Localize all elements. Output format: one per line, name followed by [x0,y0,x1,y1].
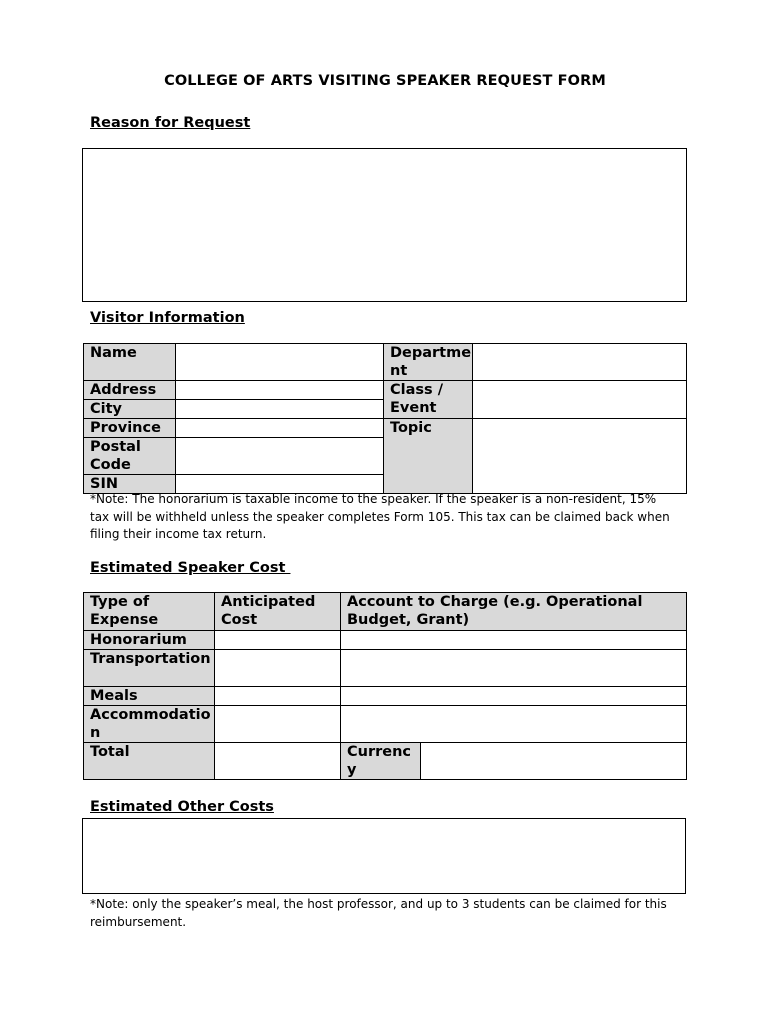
accommodation-cost-field[interactable] [215,706,341,743]
honorarium-tax-note: *Note: The honorarium is taxable income to the speaker. If the speaker is a non-resident, 15% tax will be withheld unless the speaker completes Form 105. This tax can be claimed back when filing their income tax return. [90,492,670,541]
other-costs-textarea[interactable] [82,818,686,894]
city-field[interactable] [176,400,384,419]
speaker-cost-heading: Estimated Speaker Cost [90,560,291,576]
department-field[interactable] [473,344,687,381]
form-title: COLLEGE OF ARTS VISITING SPEAKER REQUEST FORM [164,73,606,89]
reimbursement-note: *Note: only the speaker’s meal, the host professor, and up to 3 students can be claimed for this reimbursement. [90,897,667,929]
province-field[interactable] [176,419,384,438]
header-type-of-expense: Type of Expense [84,593,215,631]
total-cost-field[interactable] [215,743,341,780]
honorarium-label: Honorarium [84,631,215,650]
speaker-cost-table [83,592,687,780]
topic-field[interactable] [473,419,687,494]
postal-code-field[interactable] [176,438,384,475]
meals-label: Meals [84,687,215,706]
meals-account-field[interactable] [341,687,687,706]
header-account-to-charge: Account to Charge (e.g. Operational Budget, Grant) [341,593,687,631]
department-label: Department [384,344,473,381]
visitor-heading: Visitor Information [90,310,245,326]
name-label: Name [84,344,176,381]
meals-cost-field[interactable] [215,687,341,706]
header-anticipated-cost: Anticipated Cost [215,593,341,631]
visitor-info-table [83,343,687,494]
reason-textarea[interactable] [82,148,687,302]
name-field[interactable] [176,344,384,381]
accommodation-label: Accommodation [84,706,215,743]
topic-label: Topic [384,419,473,494]
class-event-label: Class / Event [384,381,473,419]
transportation-account-field[interactable] [341,650,687,687]
postal-code-label: Postal Code [84,438,176,475]
other-costs-heading: Estimated Other Costs [90,799,274,815]
class-event-field[interactable] [473,381,687,419]
reason-heading: Reason for Request [90,115,251,131]
sin-label: SIN [84,475,176,494]
currency-field[interactable] [421,743,687,780]
address-field[interactable] [176,381,384,400]
transportation-cost-field[interactable] [215,650,341,687]
accommodation-account-field[interactable] [341,706,687,743]
city-label: City [84,400,176,419]
currency-label: Currency [341,743,421,780]
province-label: Province [84,419,176,438]
address-label: Address [84,381,176,400]
transportation-label: Transportation [84,650,215,687]
honorarium-cost-field[interactable] [215,631,341,650]
total-label: Total [84,743,215,780]
honorarium-account-field[interactable] [341,631,687,650]
